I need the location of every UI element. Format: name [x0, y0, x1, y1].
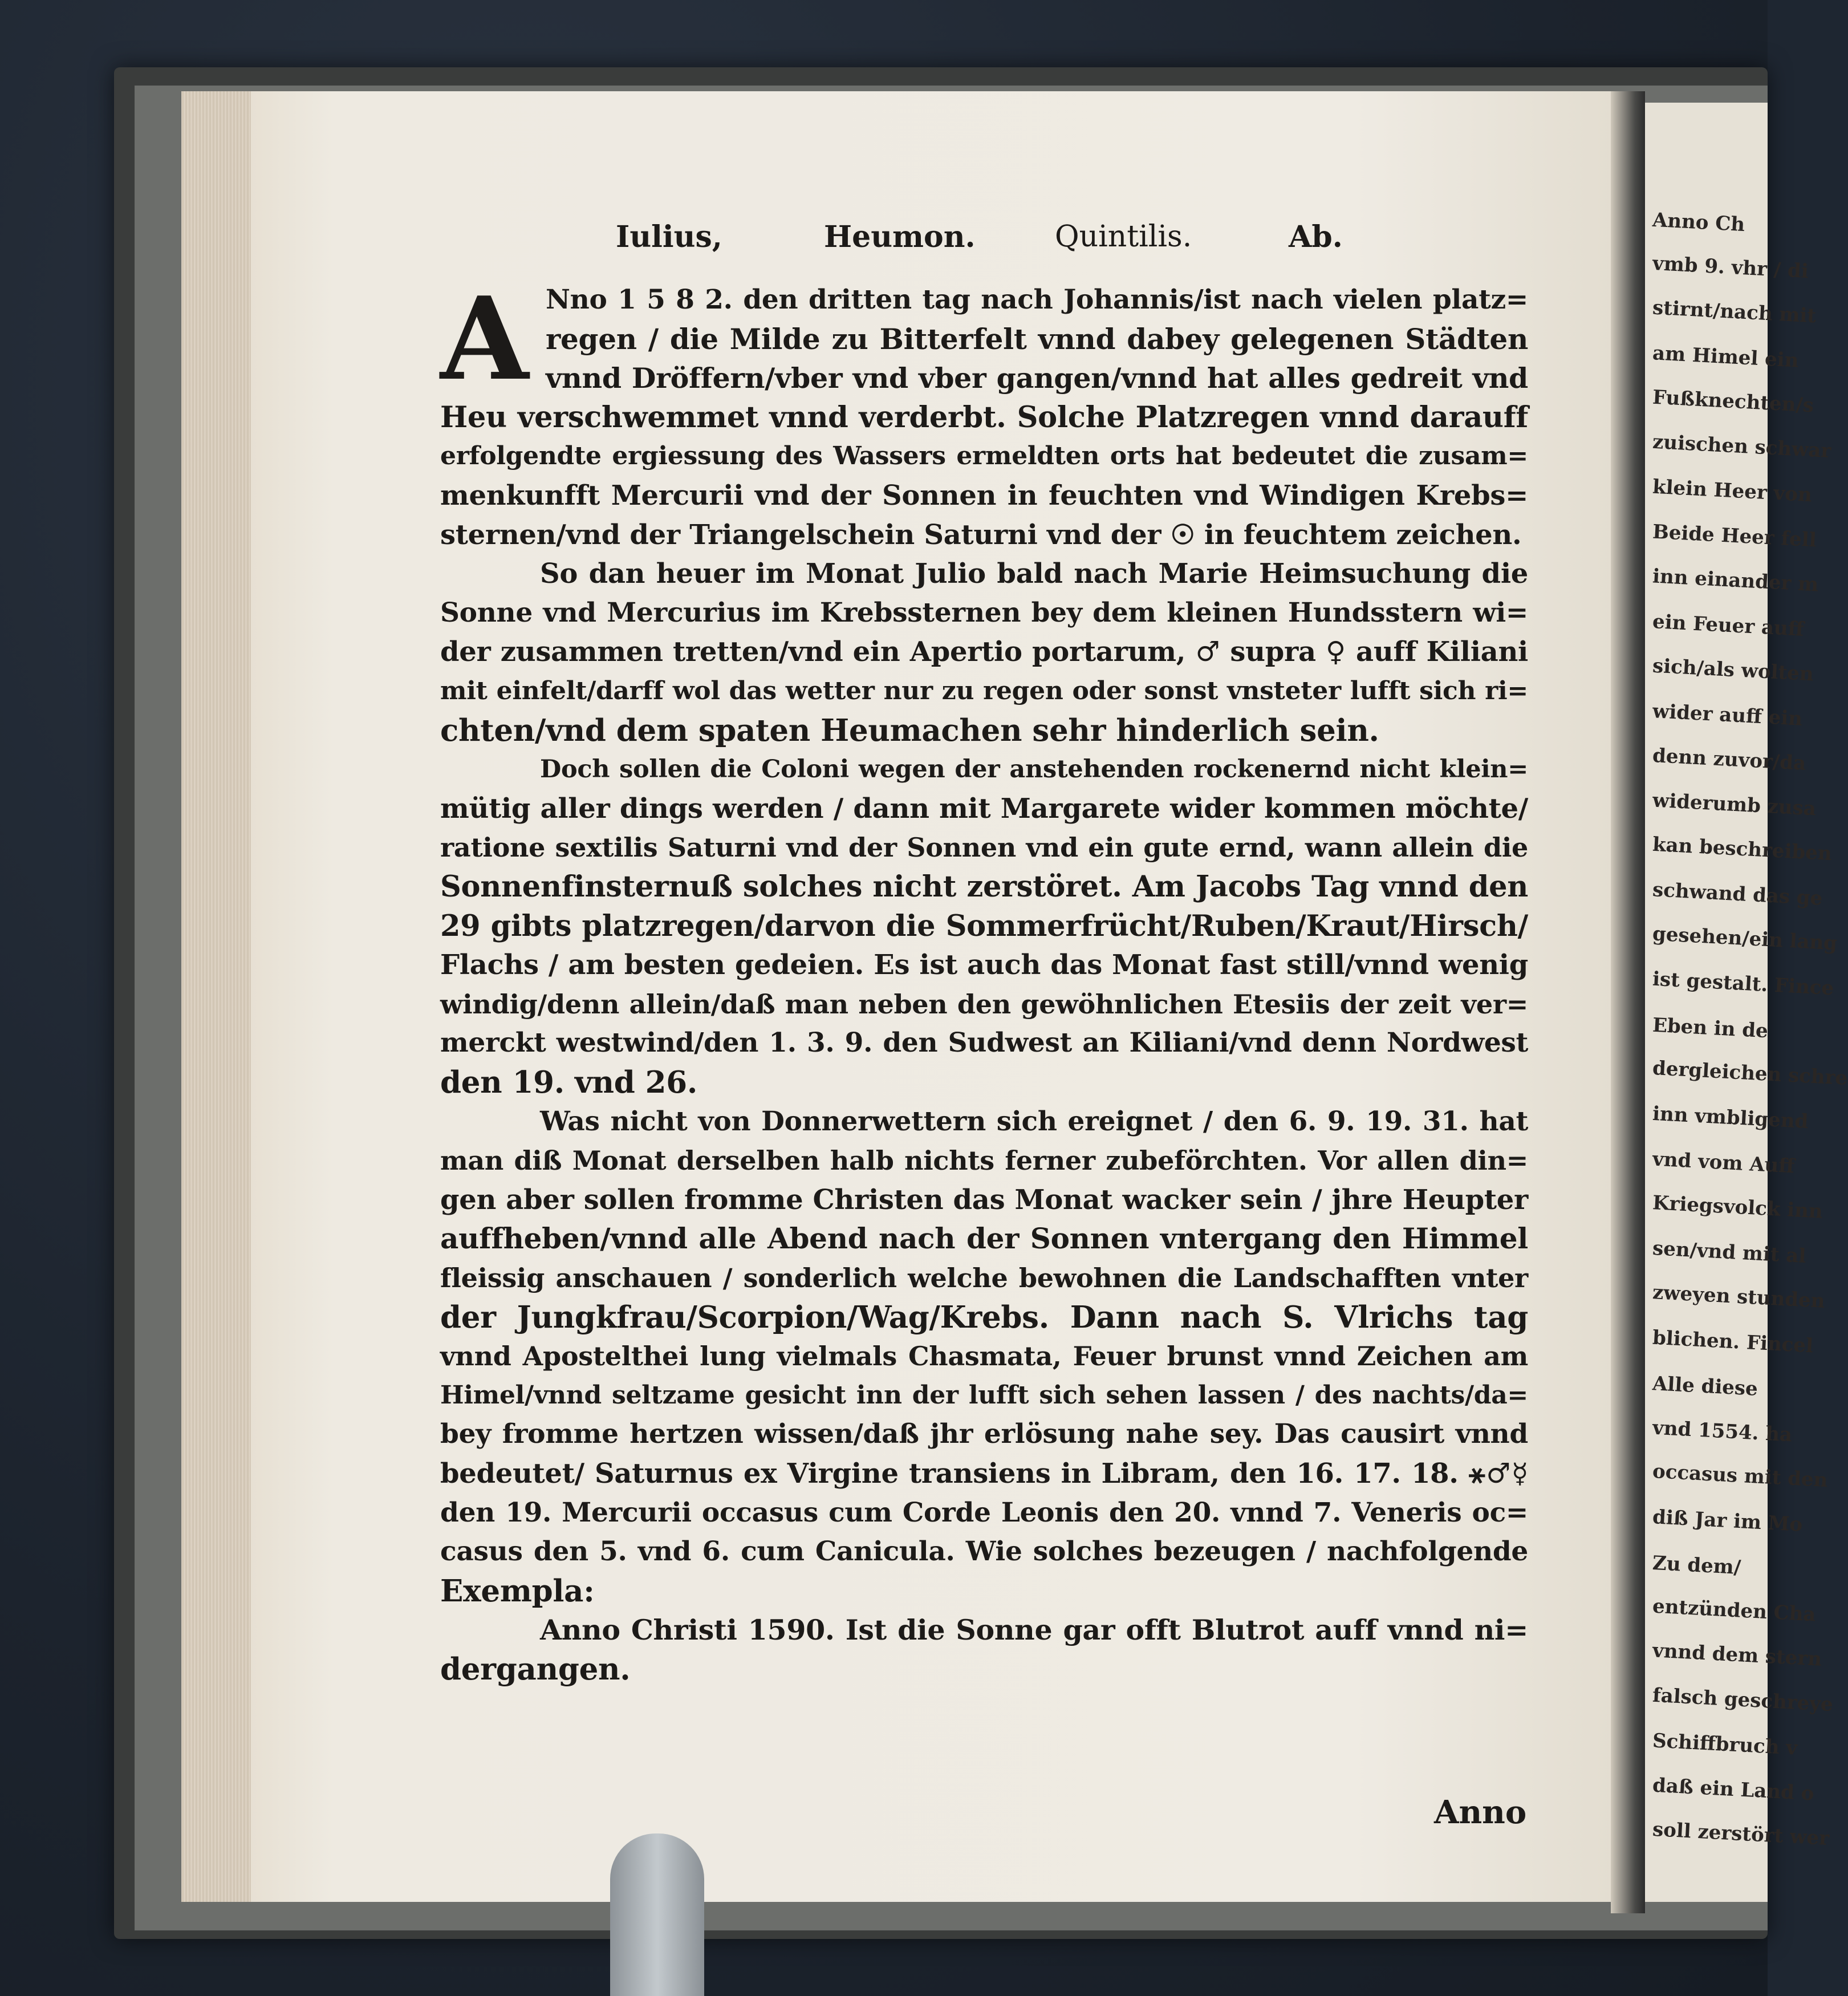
running-head-latin-month: Quintilis. — [1055, 220, 1192, 254]
catchword: Anno — [1434, 1794, 1527, 1831]
text-line: fleissig anschauen / sonderlich welche bewohnen die Landschafften vnter — [440, 1263, 1528, 1293]
text-line: Heu verschwemmet vnnd verderbt. Solche Platzregen vnnd darauff — [440, 400, 1528, 435]
text-line: den 19. vnd 26. — [440, 1065, 697, 1100]
next-page-line: klein Heer von — [1652, 475, 1813, 507]
text-line: man diß Monat derselben halb nichts ferner zubeförchten. Vor allen din= — [440, 1145, 1528, 1176]
next-page-line: Zu dem/ — [1652, 1551, 1742, 1580]
text-line: der zusammen tretten/vnd ein Apertio portarum, ♂ supra ♀ auff Kiliani — [440, 636, 1528, 668]
text-line: Himel/vnnd seltzame gesicht inn der lufft sich sehen lassen / des nachts/da= — [440, 1380, 1528, 1410]
running-head-month: Iulius, — [616, 220, 722, 254]
text-line: sternen/vnd der Triangelschein Saturni vnd der ☉ in feuchtem zeichen. — [440, 518, 1522, 551]
next-page-line: Eben in de — [1652, 1013, 1769, 1043]
next-page-line: diß Jar im Mo — [1652, 1505, 1804, 1536]
next-page-line: Alle diese — [1652, 1372, 1758, 1401]
text-line: mütig aller dings werden / dann mit Margarete wider kommen möchte/ — [440, 792, 1528, 825]
text-line: Was nicht von Donnerwettern sich ereignet / den 6. 9. 19. 31. hat — [540, 1105, 1528, 1137]
text-line: dergangen. — [440, 1652, 631, 1687]
next-page-line: entzünden Cha — [1652, 1595, 1817, 1626]
next-page-line: inn vmbligend — [1652, 1102, 1809, 1134]
book-gutter — [1611, 91, 1645, 1913]
text-line: menkunfft Mercurii vnd der Sonnen in feuchten vnd Windigen Krebs= — [440, 480, 1528, 512]
text-line: merckt westwind/den 1. 3. 9. den Sudwest an Kiliani/vnd denn Nordwest — [440, 1027, 1528, 1059]
text-line: bey fromme hertzen wissen/daß jhr erlösung nahe sey. Das causirt vnnd — [440, 1418, 1528, 1450]
text-line: Flachs / am besten gedeien. Es ist auch das Monat fast still/vnnd wenig — [440, 949, 1528, 981]
next-page-line: Kriegsvolck inn — [1652, 1191, 1823, 1223]
text-line: auffheben/vnnd alle Abend nach der Sonnen vntergang den Himmel — [440, 1222, 1528, 1256]
next-page-line: daß ein Land o — [1652, 1774, 1815, 1805]
text-line: 29 gibts platzregen/darvon die Sommerfrücht/Ruben/Kraut/Hirsch/ — [440, 908, 1528, 943]
next-page-line: soll zerstört wer — [1652, 1818, 1830, 1851]
next-page-line: vnd vom Auff — [1652, 1147, 1796, 1178]
next-page-line: denn zuvor/da — [1652, 744, 1807, 776]
text-line: vnnd Apostelthei lung vielmals Chasmata, Feuer brunst vnnd Zeichen am — [440, 1341, 1528, 1372]
text-line: casus den 5. vnd 6. cum Canicula. Wie solches bezeugen / nachfolgende — [440, 1536, 1528, 1568]
text-line: Exempla: — [440, 1573, 595, 1609]
bookmark-clip — [610, 1833, 704, 1996]
next-page-line: sen/vnd mit al — [1652, 1236, 1807, 1268]
text-line: gen aber sollen fromme Christen das Monat wacker sein / jhre Heupter — [440, 1183, 1528, 1216]
next-page-line: ist gestalt. Fince — [1652, 967, 1835, 1000]
next-page-line: stirnt/nach mit — [1652, 296, 1817, 328]
next-page-line: zweyen stunden — [1652, 1281, 1826, 1313]
next-page-line: occasus mit den — [1652, 1459, 1829, 1492]
text-line: den 19. Mercurii occasus cum Corde Leonis den 20. vnnd 7. Veneris oc= — [440, 1496, 1528, 1528]
next-page-line: Fußknechten/s — [1652, 386, 1814, 417]
text-line: So dan heuer im Monat Julio bald nach Marie Heimsuchung die — [540, 558, 1528, 590]
text-line: erfolgendte ergiessung des Wassers ermeldten orts hat bedeutet die zusam= — [440, 441, 1528, 471]
text-line: mit einfelt/darff wol das wetter nur zu regen oder sonst vnsteter lufft sich ri= — [440, 676, 1528, 705]
next-page-line: dergleichen schre — [1652, 1056, 1848, 1090]
next-page-line: wider auff ein — [1652, 699, 1803, 731]
next-page-line: vnd 1554. ha — [1652, 1416, 1793, 1446]
text-line: Sonne vnd Mercurius im Krebssternen bey dem kleinen Hundsstern wi= — [440, 597, 1528, 628]
next-page-line: vnnd dem stern — [1652, 1639, 1822, 1671]
next-page-line: Beide Heer fell — [1652, 520, 1817, 552]
next-page-line: Schiffbruch v — [1652, 1729, 1798, 1760]
next-page-line: blichen. Fincel — [1652, 1326, 1814, 1357]
text-line: Nno 1 5 8 2. den dritten tag nach Johannis/ist nach vielen platz= — [546, 284, 1528, 315]
next-page-line: sich/als wolten — [1652, 654, 1814, 686]
text-line: Sonnenfinsternuß solches nicht zerstöret. Am Jacobs Tag vnnd den — [440, 870, 1528, 904]
next-page-line: kan beschreiben — [1652, 833, 1833, 866]
next-page-line: falsch geschreye — [1652, 1683, 1834, 1716]
text-line: regen / die Milde zu Bitterfelt vnnd dabey gelegenen Städten — [546, 322, 1528, 356]
next-page-line: zuischen schwar — [1652, 430, 1832, 463]
drop-capital: A — [440, 272, 529, 406]
next-page-line: Anno Ch — [1652, 208, 1746, 237]
next-page-line: inn einander m — [1652, 565, 1819, 597]
next-page-line: am Himel ein — [1652, 341, 1800, 372]
running-head — [616, 220, 1357, 259]
book-page-right — [1642, 103, 1848, 1902]
text-line: vnnd Dröffern/vber vnd vber gangen/vnnd hat alles gedreit vnd — [546, 362, 1528, 395]
text-line: chten/vnd dem spaten Heumachen sehr hinderlich sein. — [440, 712, 1379, 748]
running-head-german-month: Heumon. — [824, 220, 976, 254]
text-line: ratione sextilis Saturni vnd der Sonnen vnd ein gute ernd, wann allein die — [440, 832, 1528, 863]
next-page-line: gesehen/ein lang — [1652, 922, 1838, 955]
text-line: Anno Christi 1590. Ist die Sonne gar offt Blutrot auff vnnd ni= — [540, 1613, 1528, 1647]
text-line: Doch sollen die Coloni wegen der anstehenden rockenernd nicht klein= — [540, 755, 1528, 784]
page-edges — [181, 91, 254, 1902]
next-page-line: vmb 9. vhr / di — [1652, 251, 1809, 283]
next-page-line: widerumb zusa — [1652, 789, 1817, 820]
next-page-line: schwand das ge — [1652, 878, 1823, 910]
next-page-line: ein Feuer auff — [1652, 610, 1805, 641]
text-line: der Jungkfrau/Scorpion/Wag/Krebs. Dann nach S. Vlrichs tag — [440, 1299, 1528, 1335]
running-head-hebrew-month: Ab. — [1289, 220, 1343, 254]
text-line: windig/denn allein/daß man neben den gewöhnlichen Etesiis der zeit ver= — [440, 988, 1528, 1020]
text-line: bedeutet/ Saturnus ex Virgine transiens in Libram, den 16. 17. 18. ⚹♂☿ — [440, 1458, 1528, 1490]
